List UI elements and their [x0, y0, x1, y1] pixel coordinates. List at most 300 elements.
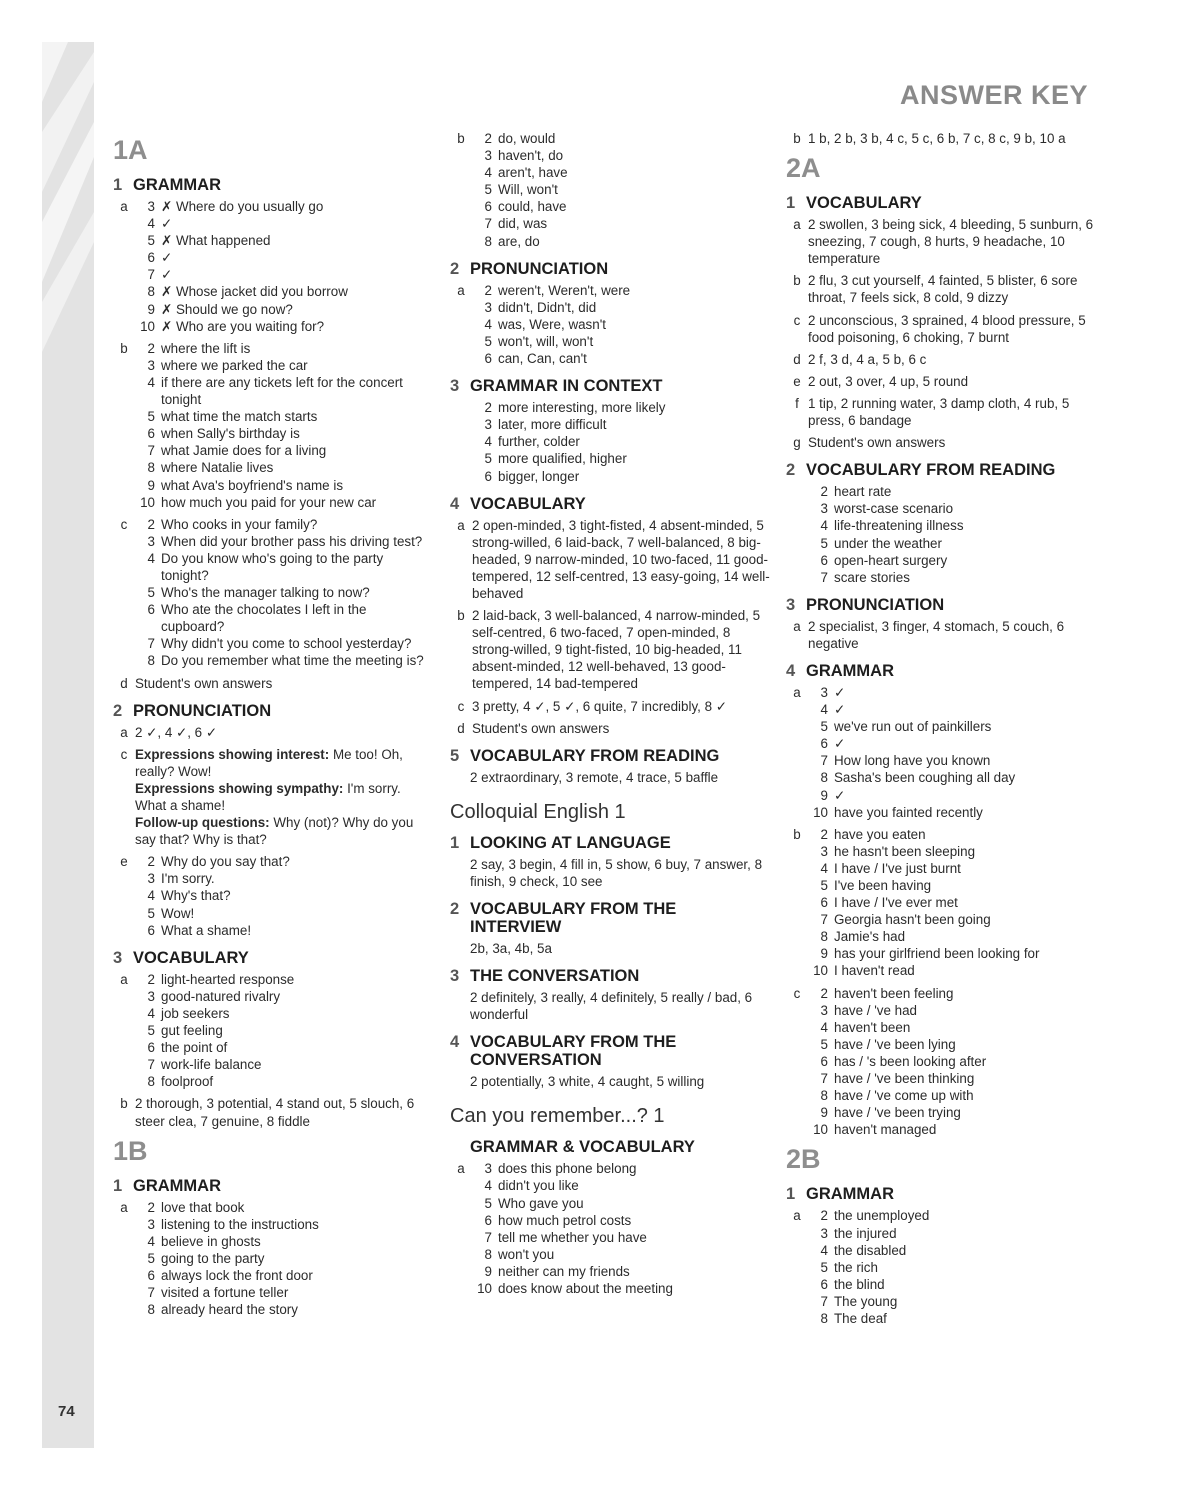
answer-item [135, 477, 433, 494]
item-number: 8 [147, 1074, 155, 1090]
column-2 [450, 130, 770, 1302]
item-text: haven't been feeling [834, 985, 954, 1001]
answer-group [450, 698, 770, 715]
answer-item [808, 985, 1106, 1002]
item-number: 6 [820, 552, 828, 568]
answer-item [472, 147, 770, 164]
page-number: 74 [58, 1403, 75, 1420]
section-heading [450, 495, 770, 513]
item-number: 4 [484, 316, 492, 332]
answer-item [808, 860, 1106, 877]
answer-group [786, 130, 1106, 147]
group-body [808, 618, 1106, 652]
item-number: 6 [820, 736, 828, 752]
item-number: 6 [484, 351, 492, 367]
group-body [135, 198, 433, 335]
answer-item [808, 1002, 1106, 1019]
item-number: 8 [147, 284, 155, 300]
item-text: always lock the front door [161, 1267, 313, 1283]
answer-item [808, 911, 1106, 928]
item-number: 3 [820, 1225, 828, 1241]
item-text: believe in ghosts [161, 1233, 261, 1249]
answer-item [472, 130, 770, 147]
group-letter: c [457, 698, 465, 714]
answer-item [808, 552, 1106, 569]
answer-item [135, 1233, 433, 1250]
item-text: Georgia hasn't been going [834, 912, 991, 928]
answer-group [786, 272, 1106, 306]
answer-item [808, 1207, 1106, 1224]
section-heading [450, 900, 770, 936]
item-text: was, Were, wasn't [498, 316, 606, 332]
item-text: bigger, longer [498, 468, 580, 484]
answer-group [786, 434, 1106, 451]
section-title: PRONUNCIATION [133, 701, 272, 720]
answer-item [135, 1005, 433, 1022]
item-text: ✗ Should we go now? [161, 301, 293, 317]
section-title: PRONUNCIATION [806, 595, 945, 614]
item-text: Why do you say that? [161, 854, 290, 870]
answer-item [135, 971, 433, 988]
group-letter: b [120, 340, 128, 356]
group-letter: d [793, 351, 801, 367]
answer-item [472, 1280, 770, 1297]
answer-item [808, 928, 1106, 945]
item-number: 6 [147, 250, 155, 266]
answer-item [135, 1199, 433, 1216]
item-number: 5 [484, 333, 492, 349]
answer-item [135, 1301, 433, 1318]
answer-item [135, 283, 433, 300]
group-body [808, 395, 1106, 429]
item-text: won't, will, won't [498, 333, 594, 349]
section-heading [450, 967, 770, 985]
section-number: 1 [450, 833, 460, 852]
item-text: tell me whether you have [498, 1229, 647, 1245]
answer-line: 2b, 3a, 4b, 5a [470, 941, 552, 956]
answer-group [786, 312, 1106, 346]
group-letter: a [793, 217, 801, 233]
item-number: 4 [484, 434, 492, 450]
item-text: does know about the meeting [498, 1281, 673, 1297]
item-text: I have / I've just burnt [834, 860, 961, 876]
item-number: 3 [820, 843, 828, 859]
answer-item [472, 399, 770, 416]
item-number: 3 [147, 533, 155, 549]
item-number: 4 [820, 1242, 828, 1258]
answer-item [135, 266, 433, 283]
item-number: 3 [820, 501, 828, 517]
section-title: GRAMMAR [133, 176, 221, 194]
item-number: 5 [820, 535, 828, 551]
section-title: GRAMMAR [133, 1176, 221, 1195]
item-text: Who ate the chocolates I left in the cupboard? [161, 602, 367, 635]
group-letter: b [793, 131, 801, 146]
group-letter: a [793, 684, 801, 700]
answer-item [472, 233, 770, 250]
section-number: 5 [450, 746, 460, 765]
item-text: heart rate [834, 484, 892, 500]
answer-item [135, 459, 433, 476]
answer-group [450, 282, 770, 367]
answer-item [135, 1250, 433, 1267]
group-body [135, 1199, 433, 1319]
item-text: are, do [498, 233, 540, 249]
item-text: what Ava's boyfriend's name is [161, 477, 344, 493]
answer-group [113, 198, 433, 335]
answer-item [808, 1104, 1106, 1121]
group-letter: a [120, 971, 128, 987]
group-letter: e [120, 854, 128, 870]
section-heading [113, 176, 433, 194]
group-body [808, 684, 1106, 821]
group-body [808, 985, 1106, 1139]
item-text: have / 've been trying [834, 1105, 961, 1121]
section-heading [786, 662, 1106, 680]
item-number: 3 [147, 357, 155, 373]
unit-heading: 1A [113, 135, 148, 165]
item-text: worst-case scenario [834, 501, 954, 517]
item-number: 2 [820, 826, 828, 842]
section-title: VOCABULARY [806, 194, 922, 213]
answer-text: 2 swollen, 3 being sick, 4 bleeding, 5 sunburn, 6 sneezing, 7 cough, 8 hurts, 9 headache, 10 temperature [808, 217, 1094, 267]
section-title: THE CONVERSATION [470, 967, 640, 986]
item-text: do, would [498, 131, 556, 146]
item-text: visited a fortune teller [161, 1285, 289, 1301]
item-number: 2 [484, 282, 492, 298]
answer-group [786, 483, 1106, 586]
group-body [135, 1095, 433, 1129]
item-text: further, colder [498, 434, 580, 450]
answer-group [113, 1199, 433, 1319]
group-letter: a [457, 517, 465, 533]
answer-item [808, 1121, 1106, 1138]
special-heading: Colloquial English 1 [450, 800, 626, 823]
item-number: 6 [147, 1040, 155, 1056]
item-number: 4 [147, 374, 155, 390]
item-text: ✗ Whose jacket did you borrow [161, 284, 348, 300]
answer-group [113, 724, 433, 741]
answer-item [808, 735, 1106, 752]
item-number: 7 [820, 569, 828, 585]
item-number: 2 [820, 484, 828, 500]
answer-item [808, 877, 1106, 894]
item-number: 5 [820, 1036, 828, 1052]
answer-item [135, 301, 433, 318]
item-number: 5 [820, 719, 828, 735]
answer-text: Student's own answers [135, 675, 273, 691]
answer-item [472, 333, 770, 350]
section-number: 1 [786, 1185, 796, 1204]
answer-item [135, 408, 433, 425]
section-heading [450, 260, 770, 278]
unit-heading: 1B [113, 1135, 148, 1166]
sunburst-decoration [42, 42, 94, 372]
section-heading [450, 1033, 770, 1069]
answer-item [808, 1310, 1106, 1327]
answer-item [135, 215, 433, 232]
answer-item [808, 569, 1106, 586]
item-text: Why's that? [161, 888, 231, 904]
answer-text: 2 open-minded, 3 tight-fisted, 4 absent-minded, 5 strong-willed, 6 laid-back, 7 well-balanced, 8 big-headed, 9 narrow-minded, 10 two-faced, 11 good-tempered, 12 self-centred, 13 easy-going, 14 well-behaved [472, 517, 770, 601]
section-number: 2 [450, 259, 460, 278]
section-number: 1 [786, 194, 796, 213]
answer-item [135, 374, 433, 408]
item-number: 3 [820, 684, 828, 700]
group-body [135, 724, 433, 741]
item-text: ✗ Who are you waiting for? [161, 318, 325, 334]
answer-item [472, 299, 770, 316]
item-text: have / 've been lying [834, 1036, 956, 1052]
item-text: ✓ [161, 250, 173, 266]
section-title: GRAMMAR [806, 1185, 894, 1204]
answer-group [113, 340, 433, 511]
answer-item [135, 601, 433, 635]
item-text: the injured [834, 1225, 897, 1241]
group-body [135, 853, 433, 938]
group-body [808, 351, 1106, 368]
item-text: has / 's been looking after [834, 1053, 987, 1069]
item-number: 7 [484, 216, 492, 232]
item-text: the rich [834, 1259, 878, 1275]
group-letter: e [793, 373, 801, 389]
answer-item [135, 533, 433, 550]
group-letter: d [120, 675, 128, 691]
group-body [135, 516, 433, 670]
item-number: 7 [820, 753, 828, 769]
item-number: 7 [147, 267, 155, 283]
answer-item [808, 826, 1106, 843]
item-text: where Natalie lives [161, 460, 274, 476]
group-letter: g [793, 435, 801, 451]
group-letter: b [793, 826, 801, 842]
group-letter: d [457, 720, 465, 736]
item-text: Why didn't you come to school yesterday? [161, 636, 412, 652]
answer-group [786, 618, 1106, 652]
answer-item [135, 1284, 433, 1301]
rich-text: I'm sorry. What a shame! [135, 780, 401, 813]
answer-group [450, 399, 770, 484]
answer-item [472, 1229, 770, 1246]
group-letter: a [793, 1208, 801, 1224]
item-number: 10 [813, 963, 828, 979]
column-3 [786, 130, 1106, 1332]
item-text: haven't, do [498, 148, 564, 164]
item-number: 5 [147, 409, 155, 425]
item-text: have you fainted recently [834, 804, 983, 820]
answer-item [472, 181, 770, 198]
answer-item [135, 516, 433, 533]
item-text: have / 've come up with [834, 1088, 974, 1104]
item-text: later, more difficult [498, 417, 607, 433]
section-heading [786, 1185, 1106, 1203]
item-text: foolproof [161, 1074, 214, 1090]
section-heading [450, 377, 770, 395]
group-letter: c [793, 985, 801, 1001]
answer-text: 2 laid-back, 3 well-balanced, 4 narrow-minded, 5 self-centred, 6 two-faced, 7 open-minded, 8 strong-willed, 9 tight-fisted, 10 big-headed, 11 absent-minded, 12 well-behaved, 13 good-tempered, 14 bad-tempered [472, 608, 761, 692]
item-text: Who gave you [498, 1195, 584, 1211]
group-body [472, 282, 770, 367]
item-number: 7 [147, 636, 155, 652]
item-text: When did your brother pass his driving test? [161, 533, 423, 549]
answer-item [135, 1039, 433, 1056]
answer-group [450, 720, 770, 737]
item-text: Do you know who's going to the party tonight? [161, 550, 384, 583]
section-heading [786, 596, 1106, 614]
answer-item [808, 483, 1106, 500]
group-letter [450, 399, 472, 484]
special-heading: Can you remember...? 1 [450, 1105, 665, 1128]
item-number: 8 [484, 233, 492, 249]
item-text: how much petrol costs [498, 1212, 632, 1228]
section-heading [786, 194, 1106, 212]
answer-text: 2 ✓, 4 ✓, 6 ✓ [135, 724, 218, 740]
item-text: Wow! [161, 905, 195, 921]
group-letter: b [457, 131, 465, 146]
item-number: 3 [147, 871, 155, 887]
item-number: 8 [820, 1310, 828, 1326]
item-number: 10 [140, 318, 155, 334]
answer-text: 2 specialist, 3 finger, 4 stomach, 5 couch, 6 negative [808, 618, 1065, 651]
answer-group [786, 1207, 1106, 1327]
item-number: 6 [484, 199, 492, 215]
answer-text: Student's own answers [808, 435, 946, 451]
answer-item [135, 357, 433, 374]
answer-item [472, 1246, 770, 1263]
answer-item [135, 198, 433, 215]
answer-item [472, 198, 770, 215]
item-text: scare stories [834, 569, 910, 585]
section-number: 4 [450, 1033, 460, 1052]
answer-group [786, 395, 1106, 429]
item-number: 2 [147, 971, 155, 987]
answer-text: 2 flu, 3 cut yourself, 4 fainted, 5 blister, 6 sore throat, 7 feels sick, 8 cold, 9 dizzy [808, 273, 1078, 306]
item-text: The deaf [834, 1310, 887, 1326]
answer-item [135, 1216, 433, 1233]
item-number: 6 [820, 1053, 828, 1069]
group-letter: c [120, 516, 128, 532]
group-body [808, 826, 1106, 980]
item-number: 4 [147, 1005, 155, 1021]
item-text: I haven't read [834, 963, 915, 979]
item-number: 5 [484, 451, 492, 467]
answer-item [135, 1073, 433, 1090]
item-text: under the weather [834, 535, 942, 551]
item-text: already heard the story [161, 1302, 298, 1318]
item-number: 2 [484, 400, 492, 416]
section-heading [113, 1177, 433, 1195]
item-text: work-life balance [161, 1057, 262, 1073]
answer-text: 1 tip, 2 running water, 3 damp cloth, 4 rub, 5 press, 6 bandage [808, 395, 1070, 429]
group-body [808, 216, 1106, 267]
group-body [135, 971, 433, 1091]
answer-item [808, 1036, 1106, 1053]
rich-text: Why (not)? Why do you say that? Why is that? [135, 815, 414, 848]
item-number: 7 [147, 443, 155, 459]
item-number: 8 [820, 770, 828, 786]
item-number: 4 [484, 165, 492, 181]
item-text: the unemployed [834, 1208, 930, 1224]
item-number: 5 [484, 1195, 492, 1211]
answer-text: 1 b, 2 b, 3 b, 4 c, 5 c, 6 b, 7 c, 8 c, 9 b, 10 a [808, 131, 1066, 146]
item-number: 5 [147, 585, 155, 601]
answer-item [808, 500, 1106, 517]
section-title: GRAMMAR [806, 661, 894, 680]
section-title: VOCABULARY FROM THE INTERVIEW [470, 900, 677, 936]
item-number: 3 [484, 299, 492, 315]
answer-line: 2 extraordinary, 3 remote, 4 trace, 5 baffle [470, 769, 719, 785]
unit-heading: 2B [786, 1144, 821, 1175]
answer-item [135, 887, 433, 904]
item-number: 9 [820, 787, 828, 803]
answer-item [135, 232, 433, 249]
answer-item [135, 988, 433, 1005]
answer-item [808, 962, 1106, 979]
item-number: 4 [820, 860, 828, 876]
item-number: 6 [147, 426, 155, 442]
group-letter: a [120, 724, 128, 740]
answer-group [113, 971, 433, 1091]
group-body [472, 399, 770, 484]
answer-item [472, 450, 770, 467]
answer-item [808, 787, 1106, 804]
group-body [472, 517, 770, 602]
item-number: 7 [484, 1229, 492, 1245]
rich-label: Follow-up questions: [135, 815, 270, 831]
group-body [472, 607, 770, 692]
answer-group [786, 216, 1106, 267]
group-letter: a [457, 282, 465, 298]
item-text: I have / I've ever met [834, 895, 958, 911]
item-number: 2 [820, 985, 828, 1001]
section-number: 3 [450, 377, 460, 396]
answer-item [808, 701, 1106, 718]
item-text: gut feeling [161, 1023, 223, 1039]
answer-item [808, 752, 1106, 769]
section-heading [450, 1138, 770, 1156]
group-body [135, 746, 433, 849]
answer-item [472, 416, 770, 433]
item-text: the point of [161, 1040, 228, 1056]
group-body [472, 1160, 770, 1297]
item-number: 8 [820, 1088, 828, 1104]
answer-line: 2 say, 3 begin, 4 fill in, 5 show, 6 buy, 7 answer, 8 finish, 9 check, 10 see [470, 856, 763, 889]
rich-label: Expressions showing interest: [135, 746, 330, 762]
item-number: 8 [820, 929, 828, 945]
item-text: Sasha's been coughing all day [834, 770, 1016, 786]
answer-item [808, 1070, 1106, 1087]
item-text: job seekers [161, 1005, 230, 1021]
section-title: LOOKING AT LANGUAGE [470, 833, 671, 852]
section-number: 3 [786, 595, 796, 614]
answer-text: 2 unconscious, 3 sprained, 4 blood pressure, 5 food poisoning, 6 choking, 7 burnt [808, 312, 1086, 345]
answer-group [113, 853, 433, 938]
item-number: 7 [820, 912, 828, 928]
item-number: 4 [820, 518, 828, 534]
item-number: 9 [147, 477, 155, 493]
item-number: 5 [147, 905, 155, 921]
answer-item [135, 318, 433, 335]
sidebar-band [42, 42, 94, 1448]
answer-item [135, 425, 433, 442]
answer-key-title: ANSWER KEY [899, 80, 1088, 110]
group-letter [786, 483, 808, 586]
item-number: 3 [484, 148, 492, 164]
answer-item [808, 804, 1106, 821]
section-number: 3 [113, 948, 123, 967]
item-number: 3 [484, 417, 492, 433]
item-number: 5 [147, 233, 155, 249]
